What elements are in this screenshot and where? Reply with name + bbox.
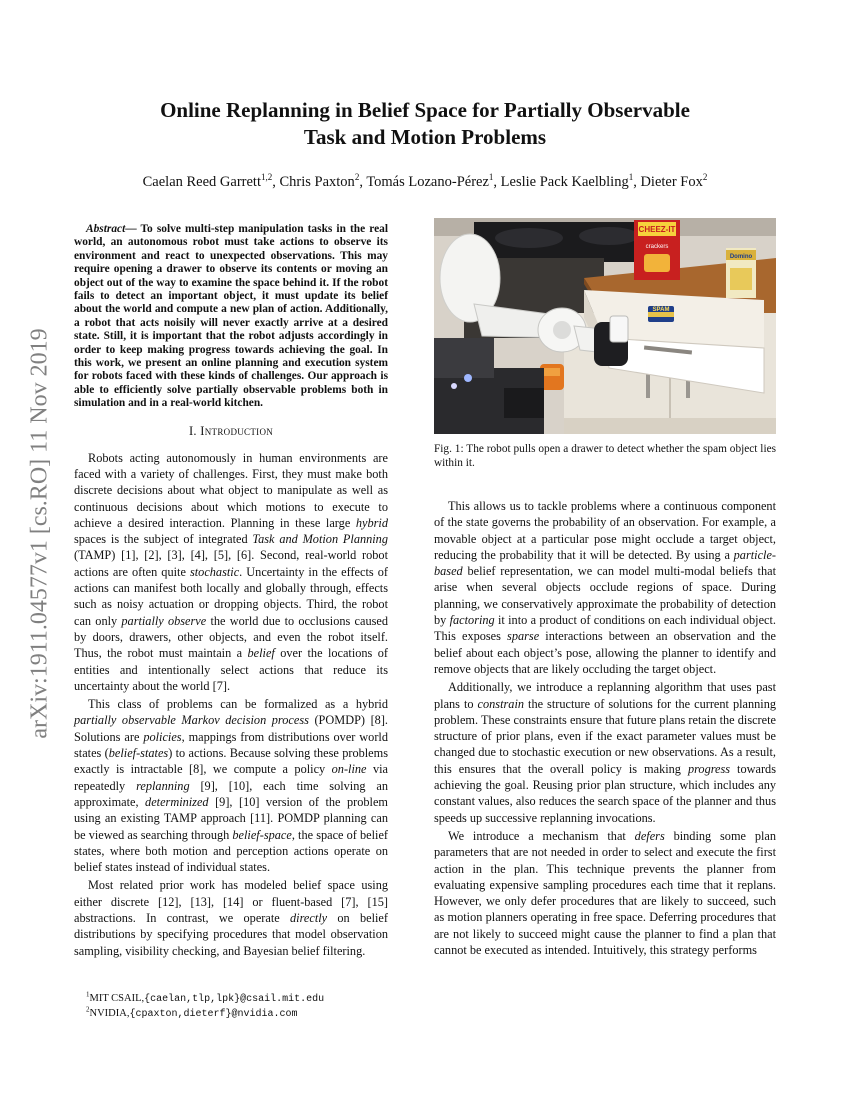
cheezit-label: CHEEZ-IT (638, 225, 676, 234)
emphasis-text: defers (634, 828, 665, 843)
text-run: belief representation, we can model multi-modal beliefs that arise when several objects occlude regions of space. During planning, we conservatively approximate the probability of detection by (434, 564, 776, 628)
text-run: Additionally, we introduce a replanning algorithm that uses past plans to (434, 680, 776, 711)
left-body-text (74, 450, 388, 959)
author-affiliation-mark: 2 (702, 172, 708, 183)
author-name: Tomás Lozano-Pérez (366, 174, 489, 190)
arxiv-stamp-text: arXiv:1911.04577v1 [cs.RO] 11 Nov 2019 (26, 327, 53, 739)
emphasis-text: on-line (331, 762, 367, 777)
author-affiliation-mark: 1,2 (260, 172, 273, 183)
emphasis-text: policies (143, 729, 182, 744)
text-run: . Uncertainty in the effects of actions can manifest both locally and globally through, effects such as noisy actuation or dropping objects. Third, the robot can only (74, 564, 388, 628)
cheezit-sublabel: crackers (645, 244, 669, 250)
footnote (86, 1007, 386, 1022)
text-run: [9], [10], each time solving an approximate, (74, 778, 388, 809)
emphasis-text: partially observable Markov decision process (74, 713, 309, 728)
paper-title (100, 97, 750, 151)
robot-kitchen-photo (434, 218, 776, 434)
spam-label: SPAM (652, 307, 670, 313)
author-affiliation-mark: 2 (354, 172, 360, 183)
abstract (74, 223, 388, 411)
emphasis-text: hybrid (355, 515, 388, 530)
emphasis-text: Task and Motion Planning (252, 532, 388, 547)
author-affiliation-mark: 1 (628, 172, 634, 183)
title-line-1: Online Replanning in Belief Space for Partially Observable (160, 98, 690, 122)
text-run: the structure of solutions for the current planning problem. These constraints ensure that future plans retain the discrete structure of prior plans, even if the exact parameter values must be changed due to stochastic execution or new observations. As a result, this ensures that the overall policy is making (434, 696, 776, 776)
text-run: This allows us to tackle problems where a continuous component of the state governs the probability of an observation. For example, a movable object at a particular pose might occlude a target object, reducing the probability that it will be detected. By using a (434, 499, 776, 562)
footnotes (86, 992, 386, 1021)
text-run: Most related prior work has modeled belief space using either discrete [12], [13], [14] or fluent-based [7], [15] abstractions. In contrast, we operate (74, 878, 388, 925)
emphasis-text: progress (687, 761, 731, 776)
emphasis-text: replanning (136, 778, 190, 793)
text-run: [9], [10] version of the problem using an existing TAMP approach [11]. POMDP planning can be viewed as searching through (74, 794, 388, 842)
text-run: , the space of belief states, where both motion and perception actions operate on belief states instead of individual states. (74, 827, 389, 875)
body-paragraph (74, 877, 388, 958)
author-list: Caelan Reed Garrett$^{1,2}$, Chris Paxton$^2$, Tomás Lozano-Pérez$^1$, Leslie Pack Kaelbling$^1$, Dieter Fox$^2$ (142, 172, 708, 190)
abstract-text: — To solve multi-step manipulation tasks in the real world, an autonomous robot must take actions to observe its environment and react to unexpected observations. This may require opening a drawer to observe its contents or moving an object out of the way to examine the space behind it. If the robot fails to detect an important object, it must update its belief about the world and compute a new plan of action. Additionally, a robot that acts noisily will never exactly arrive at a desired state. Still, it is important that the robot adjusts accordingly in order to keep making progress towards achieving the goal. In this work, we present an online planning and execution system for robots faced with these kinds of challenges. Our approach is able to efficiently solve partially observable problems both in simulation and in a real-world kitchen. (74, 223, 388, 410)
emphasis-text: sparse (507, 629, 540, 644)
text-run: spaces is the subject of integrated (74, 532, 253, 547)
right-column (434, 218, 776, 960)
footnote-affiliation: MIT CSAIL, (89, 993, 145, 1004)
text-run: This class of problems can be formalized as a hybrid (88, 697, 388, 712)
body-paragraph (434, 679, 776, 826)
footnote-mark: 2 (86, 1005, 90, 1013)
left-column (74, 223, 388, 961)
abstract-label: Abstract (86, 223, 126, 235)
domino-label: Domino (729, 254, 753, 260)
emphasis-text: directly (290, 911, 328, 925)
text-run: ) to actions. Because solving these problems exactly is intractable [8], we compute a policy (74, 746, 388, 777)
section-number: I. (188, 423, 201, 438)
author-name: Chris Paxton (279, 174, 355, 190)
text-run: We introduce a mechanism that (448, 828, 635, 843)
emphasis-text: determinized (145, 794, 209, 809)
text-run: over the locations of entities and intentionally select actions that reduce its uncertainty about the world [7]. (74, 646, 388, 693)
body-paragraph (434, 498, 776, 677)
text-run: the world due to occlusions caused by doors, drawers, other objects, and even the robot itself. Thus, the robot must maintain a (74, 613, 388, 661)
emphasis-text: particle-based (434, 547, 776, 579)
footnote-affiliation: NVIDIA, (89, 1007, 130, 1019)
section-title: Introduction (200, 423, 274, 438)
emphasis-text: constrain (477, 696, 525, 711)
emphasis-text: partially observe (121, 613, 207, 628)
title-line-2: Task and Motion Problems (303, 125, 547, 149)
text-run: Robots acting autonomously in human environments are faced with a variety of challenges. First, they must make both discrete decisions about what object to manipulate as well as continuous decisions about which motions to execute to achieve a desired interaction. Planning in these large (74, 450, 388, 530)
footnote-mark: 1 (86, 990, 90, 999)
figure-robot-kitchen (434, 218, 776, 434)
text-run: via repeatedly (74, 762, 388, 793)
emphasis-text: factoring (449, 613, 495, 628)
author-affiliation-mark: 1 (488, 172, 494, 183)
text-run: it into a product of conditions on each individual object. This exposes (434, 613, 776, 644)
text-run: (TAMP) [1], [2], [3], [4], [5], [6]. Second, real-world robot actions are often quite (74, 548, 388, 579)
figure-caption: Fig. 1: The robot pulls open a drawer to detect whether the spam object lies within it. (434, 443, 776, 469)
footnote (86, 992, 386, 1007)
footnote-email[interactable]: {cpaxton,dieterf}@nvidia.com (129, 1008, 298, 1020)
body-paragraph (74, 696, 388, 875)
author-name: Dieter Fox (640, 174, 703, 190)
text-run: , mappings from distributions over world states ( (74, 729, 388, 761)
emphasis-text: stochastic (189, 564, 240, 579)
emphasis-text: belief-space (232, 827, 292, 842)
body-paragraph (434, 828, 776, 958)
text-run: (POMDP) [8]. Solutions are (74, 713, 388, 744)
emphasis-text: belief (247, 646, 275, 661)
section-heading-introduction (74, 424, 388, 439)
arxiv-stamp (12, 288, 68, 778)
text-run: binding some plan parameters that are not needed in order to select and execute the first action in the plan. This technique prevents the planner from evaluating expensive sampling procedures each time that it replans. However, we only defer procedures that are likely to succeed, such as motion planners operating in free space. Deferring procedures that are not likely to succeed might cause the planner to find a plan that cannot be executed as intended. Intuitively, this strategy performs (434, 828, 776, 958)
text-run: towards achieving the goal. Reusing prior plan structure, which includes any constant values, also reduces the search space of the planner and thus speeds up successive replanning invocations. (434, 761, 776, 825)
footnote-email[interactable]: {caelan,tlp,lpk}@csail.mit.edu (144, 994, 325, 1005)
emphasis-text: belief-states (108, 746, 169, 761)
text-run: on belief distributions by specifying procedures that model observation sampling, visibility checking, and Bayesian belief filtering. (74, 911, 388, 958)
author-name: Leslie Pack Kaelbling (500, 174, 629, 190)
text-run: interactions between an observation and the belief about each object’s pose, allowing the planner to identify and remove objects that are likely occluding the target object. (434, 629, 776, 676)
body-paragraph (74, 450, 388, 694)
author-name: Caelan Reed Garrett (142, 174, 261, 190)
right-body-text (434, 498, 776, 958)
